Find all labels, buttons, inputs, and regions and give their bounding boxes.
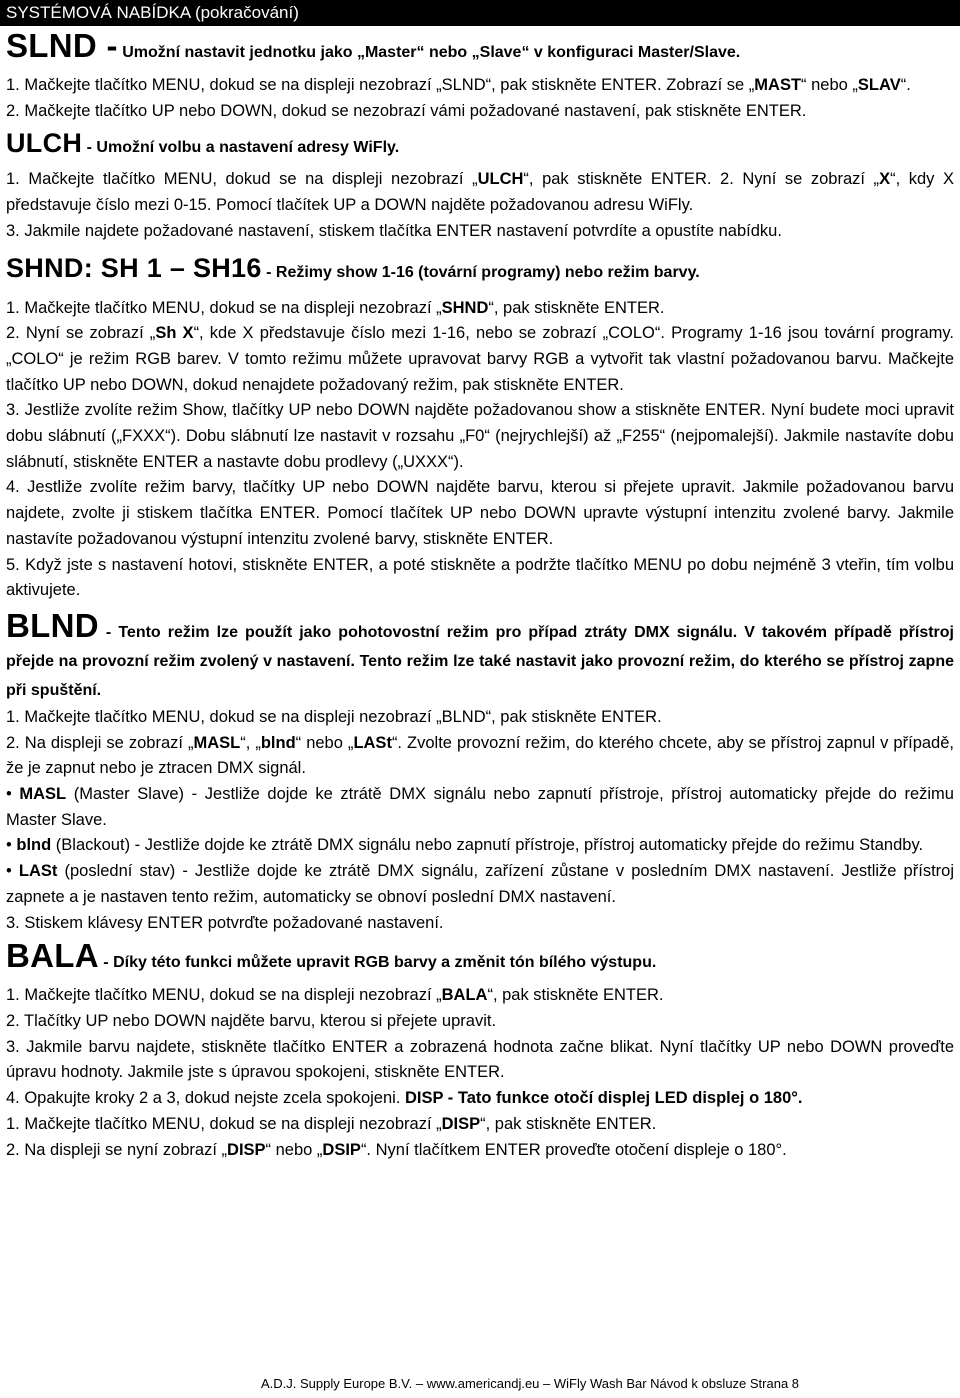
blnd-bullet-last-text: (poslední stav) - Jestliže dojde ke ztrátě DMX signálu, zařízení zůstane v posledním DMX nastavení. Jestliže přístroj zapnete a je nastaven tento režim, automaticky se obnoví poslední DMX nastavení. — [6, 862, 954, 906]
slnd-slav: SLAV — [857, 76, 901, 94]
slnd-step-1-a: 1. Mačkejte tlačítko MENU, dokud se na displeji nezobrazí „SLND“, pak stiskněte ENTER. Zobrazí se „ — [6, 76, 755, 94]
blnd-bullet-last — [6, 859, 954, 910]
shnd-title: SHND: SH 1 – SH16 — [6, 252, 262, 283]
ulch-title: ULCH — [6, 128, 83, 159]
bullet-mark: • — [6, 862, 19, 881]
bala-step-4 — [6, 1086, 954, 1112]
slnd-step-1 — [6, 73, 954, 99]
bala-step-1 — [6, 983, 954, 1009]
shnd-step-5: 5. Když jste s nastavení hotovi, stiskněte ENTER, a poté stiskněte a podržte tlačítko MENU po dobu nejméně 3 vteřin, tím volbu aktivujete. — [6, 555, 954, 600]
blnd-blnd: blnd — [260, 733, 296, 752]
bullet-mark: • — [6, 836, 17, 855]
blnd-step-1: 1. Mačkejte tlačítko MENU, dokud se na displeji nezobrazí „BLND“, pak stiskněte ENTER. — [6, 707, 662, 726]
ulch-step-1-e: “, kdy X představuje číslo mezi 0-15. Pomocí tlačítek UP a DOWN najděte požadovanou adresu WiFly. — [6, 170, 954, 215]
blnd-subtitle: - Tento režim lze použít jako pohotovostní režim pro případ ztráty DMX signálu. V takovém případě přístroj přejde na provozní režim zvolený v nastavení. Tento režim lze také nastavit jako provozní režim, do kterého se přístroj zapne při spuštění. — [6, 623, 954, 699]
blnd-step-2-c: “, „ — [240, 733, 261, 752]
slnd-step-1-e: “. — [900, 76, 911, 94]
blnd-bullet-blnd-term: blnd — [16, 836, 52, 855]
shnd-step-2-c: “, kde X představuje číslo mezi 1-16, nebo se zobrazí „COLO“. Programy 1-16 jsou tovární programy. „COLO“ je režim RGB barev. V tomto režimu můžete upravovat barvy RGB a vytvořit tak vlastní požadovanou barvu. Mačkejte tlačítko UP nebo DOWN, dokud nenajdete požadovaný režim, pak stiskněte ENTER. — [6, 324, 954, 394]
section-heading-blnd — [6, 608, 954, 705]
disp-step-2 — [6, 1138, 954, 1164]
ulch-step-3: 3. Jakmile najdete požadované nastavení, stiskem tlačítka ENTER nastavení potvrdíte a opustíte nabídku. — [6, 221, 782, 240]
footer-text: A.D.J. Supply Europe B.V. – www.americandj.eu – WiFly Wash Bar Návod k obsluze Strana 8 — [260, 1376, 800, 1391]
blnd-bullet-last-term: LASt — [18, 862, 58, 881]
shnd-code: SHND — [441, 298, 489, 317]
ulch-step-1-a: 1. Mačkejte tlačítko MENU, dokud se na displeji nezobrazí „ — [6, 170, 478, 189]
blnd-step-2 — [6, 731, 954, 782]
shnd-step-1-c: “, pak stiskněte ENTER. — [488, 298, 665, 317]
section-heading-ulch — [6, 124, 954, 167]
bala-code: BALA — [441, 986, 488, 1005]
blnd-last: LASt — [353, 733, 392, 752]
shnd-step-1-a: 1. Mačkejte tlačítko MENU, dokud se na displeji nezobrazí „ — [6, 298, 442, 317]
disp-step-1 — [6, 1112, 954, 1138]
ulch-step-1 — [6, 167, 954, 218]
blnd-bullet-blnd-text: (Blackout) - Jestliže dojde ke ztrátě DMX signálu nebo zapnutí přístroje, přístroj automaticky přejde do režimu Standby. — [51, 836, 924, 855]
shnd-step-4: 4. Jestliže zvolíte režim barvy, tlačítky UP nebo DOWN najděte barvu, kterou si přejete upravit. Jakmile požadovanou barvu najdete, zvolte ji stiskem tlačítka ENTER. Pomocí tlačítek UP nebo DOWN upravte výstupní intenzitu zvolené barvy. Jakmile nastavíte požadovanou výstupní intenzitu zvolené barvy, stiskněte ENTER. — [6, 478, 954, 548]
blnd-bullet-masl-term: MASL — [19, 785, 67, 804]
shnd-step-3: 3. Jestliže zvolíte režim Show, tlačítky UP nebo DOWN najděte požadovanou show a stiskněte ENTER. Nyní budete moci upravit dobu slábnutí („FXXX“). Dobu slábnutí lze nastavit v rozsahu „F0“ (nejrychlejší) až „F255“ (nejpomalejší). Jakmile nastavíte dobu slábnutí, stiskněte ENTER a nastavte dobu prodlevy („UXXX“). — [6, 401, 954, 471]
section-heading-shnd — [6, 245, 954, 296]
page-footer — [0, 1376, 960, 1391]
blnd-step-2-a: 2. Na displeji se zobrazí „ — [6, 733, 194, 752]
disp-code: DISP — [441, 1114, 481, 1133]
shnd-subtitle: - Režimy show 1-16 (tovární programy) nebo režim barvy. — [261, 263, 700, 281]
bala-step-4-a: 4. Opakujte kroky 2 a 3, dokud nejste zcela spokojeni. — [6, 1089, 405, 1108]
bala-step-1-c: “, pak stiskněte ENTER. — [487, 986, 664, 1005]
shnd-step-1 — [6, 296, 954, 322]
disp-heading: DISP - Tato funkce otočí displej LED displej o 180°. — [404, 1089, 803, 1108]
ulch-step-1-c: “, pak stiskněte ENTER. 2. Nyní se zobrazí „ — [523, 170, 880, 189]
ulch-subtitle: - Umožní volbu a nastavení adresy WiFly. — [82, 139, 400, 157]
disp-disp: DISP — [227, 1140, 266, 1159]
blnd-step-2-g: “. Zvolte provozní režim, do kterého chcete, aby se přístroj zapnul v případě, že je zapnut nebo je ztracen DMX signál. — [6, 733, 954, 778]
document-body — [6, 26, 954, 1163]
ulch-code: ULCH — [477, 170, 524, 189]
section-heading-slnd — [6, 26, 954, 73]
disp-step-2-c: “ nebo „ — [265, 1140, 323, 1159]
disp-step-1-a: 1. Mačkejte tlačítko MENU, dokud se na displeji nezobrazí „ — [6, 1114, 442, 1133]
header-bar — [0, 0, 960, 26]
bala-step-3: 3. Jakmile barvu najdete, stiskněte tlačítko ENTER a zobrazená hodnota začne blikat. Nyní tlačítky UP nebo DOWN proveďte úpravu hodnoty. Jakmile jste s úpravou spokojeni, stiskněte ENTER. — [6, 1037, 954, 1082]
bala-title: BALA — [6, 937, 99, 975]
disp-step-1-c: “, pak stiskněte ENTER. — [480, 1114, 657, 1133]
slnd-step-2: 2. Mačkejte tlačítko UP nebo DOWN, dokud se nezobrazí vámi požadované nastavení, pak stiskněte ENTER. — [6, 101, 807, 120]
blnd-bullet-masl-text: (Master Slave) - Jestliže dojde ke ztrátě DMX signálu nebo zapnutí přístroje, přístroj automaticky přejde do režimu Master Slave. — [6, 785, 954, 829]
shnd-step-2-a: 2. Nyní se zobrazí „ — [6, 324, 156, 343]
slnd-mast: MAST — [754, 76, 802, 94]
blnd-step-2-e: “ nebo „ — [295, 733, 354, 752]
blnd-masl: MASL — [193, 733, 241, 752]
disp-step-2-a: 2. Na displeji se nyní zobrazí „ — [6, 1140, 228, 1159]
bala-step-2: 2. Tlačítky UP nebo DOWN najděte barvu, kterou si přejete upravit. — [6, 1011, 497, 1030]
section-heading-bala — [6, 936, 954, 983]
disp-dsip: DSIP — [322, 1140, 361, 1159]
slnd-subtitle: Umožní nastavit jednotku jako „Master“ nebo „Slave“ v konfiguraci Master/Slave. — [122, 44, 741, 61]
slnd-step-1-c: “ nebo „ — [801, 76, 858, 94]
blnd-title: BLND — [6, 606, 99, 644]
disp-step-2-e: “. Nyní tlačítkem ENTER proveďte otočení displeje o 180°. — [360, 1140, 787, 1159]
blnd-bullet-blnd — [6, 833, 954, 859]
ulch-x: X — [879, 170, 891, 189]
blnd-bullet-masl — [6, 782, 954, 833]
blnd-step-3: 3. Stiskem klávesy ENTER potvrďte požadované nastavení. — [6, 913, 444, 932]
header-title: SYSTÉMOVÁ NABÍDKA (pokračování) — [6, 3, 299, 22]
slnd-title: SLND - — [6, 27, 118, 64]
shnd-step-2 — [6, 321, 954, 398]
bullet-mark: • — [6, 785, 20, 804]
shnd-shx: Sh X — [155, 324, 194, 343]
bala-step-1-a: 1. Mačkejte tlačítko MENU, dokud se na displeji nezobrazí „ — [6, 986, 442, 1005]
bala-subtitle: - Díky této funkci můžete upravit RGB barvy a změnit tón bílého výstupu. — [98, 954, 657, 972]
